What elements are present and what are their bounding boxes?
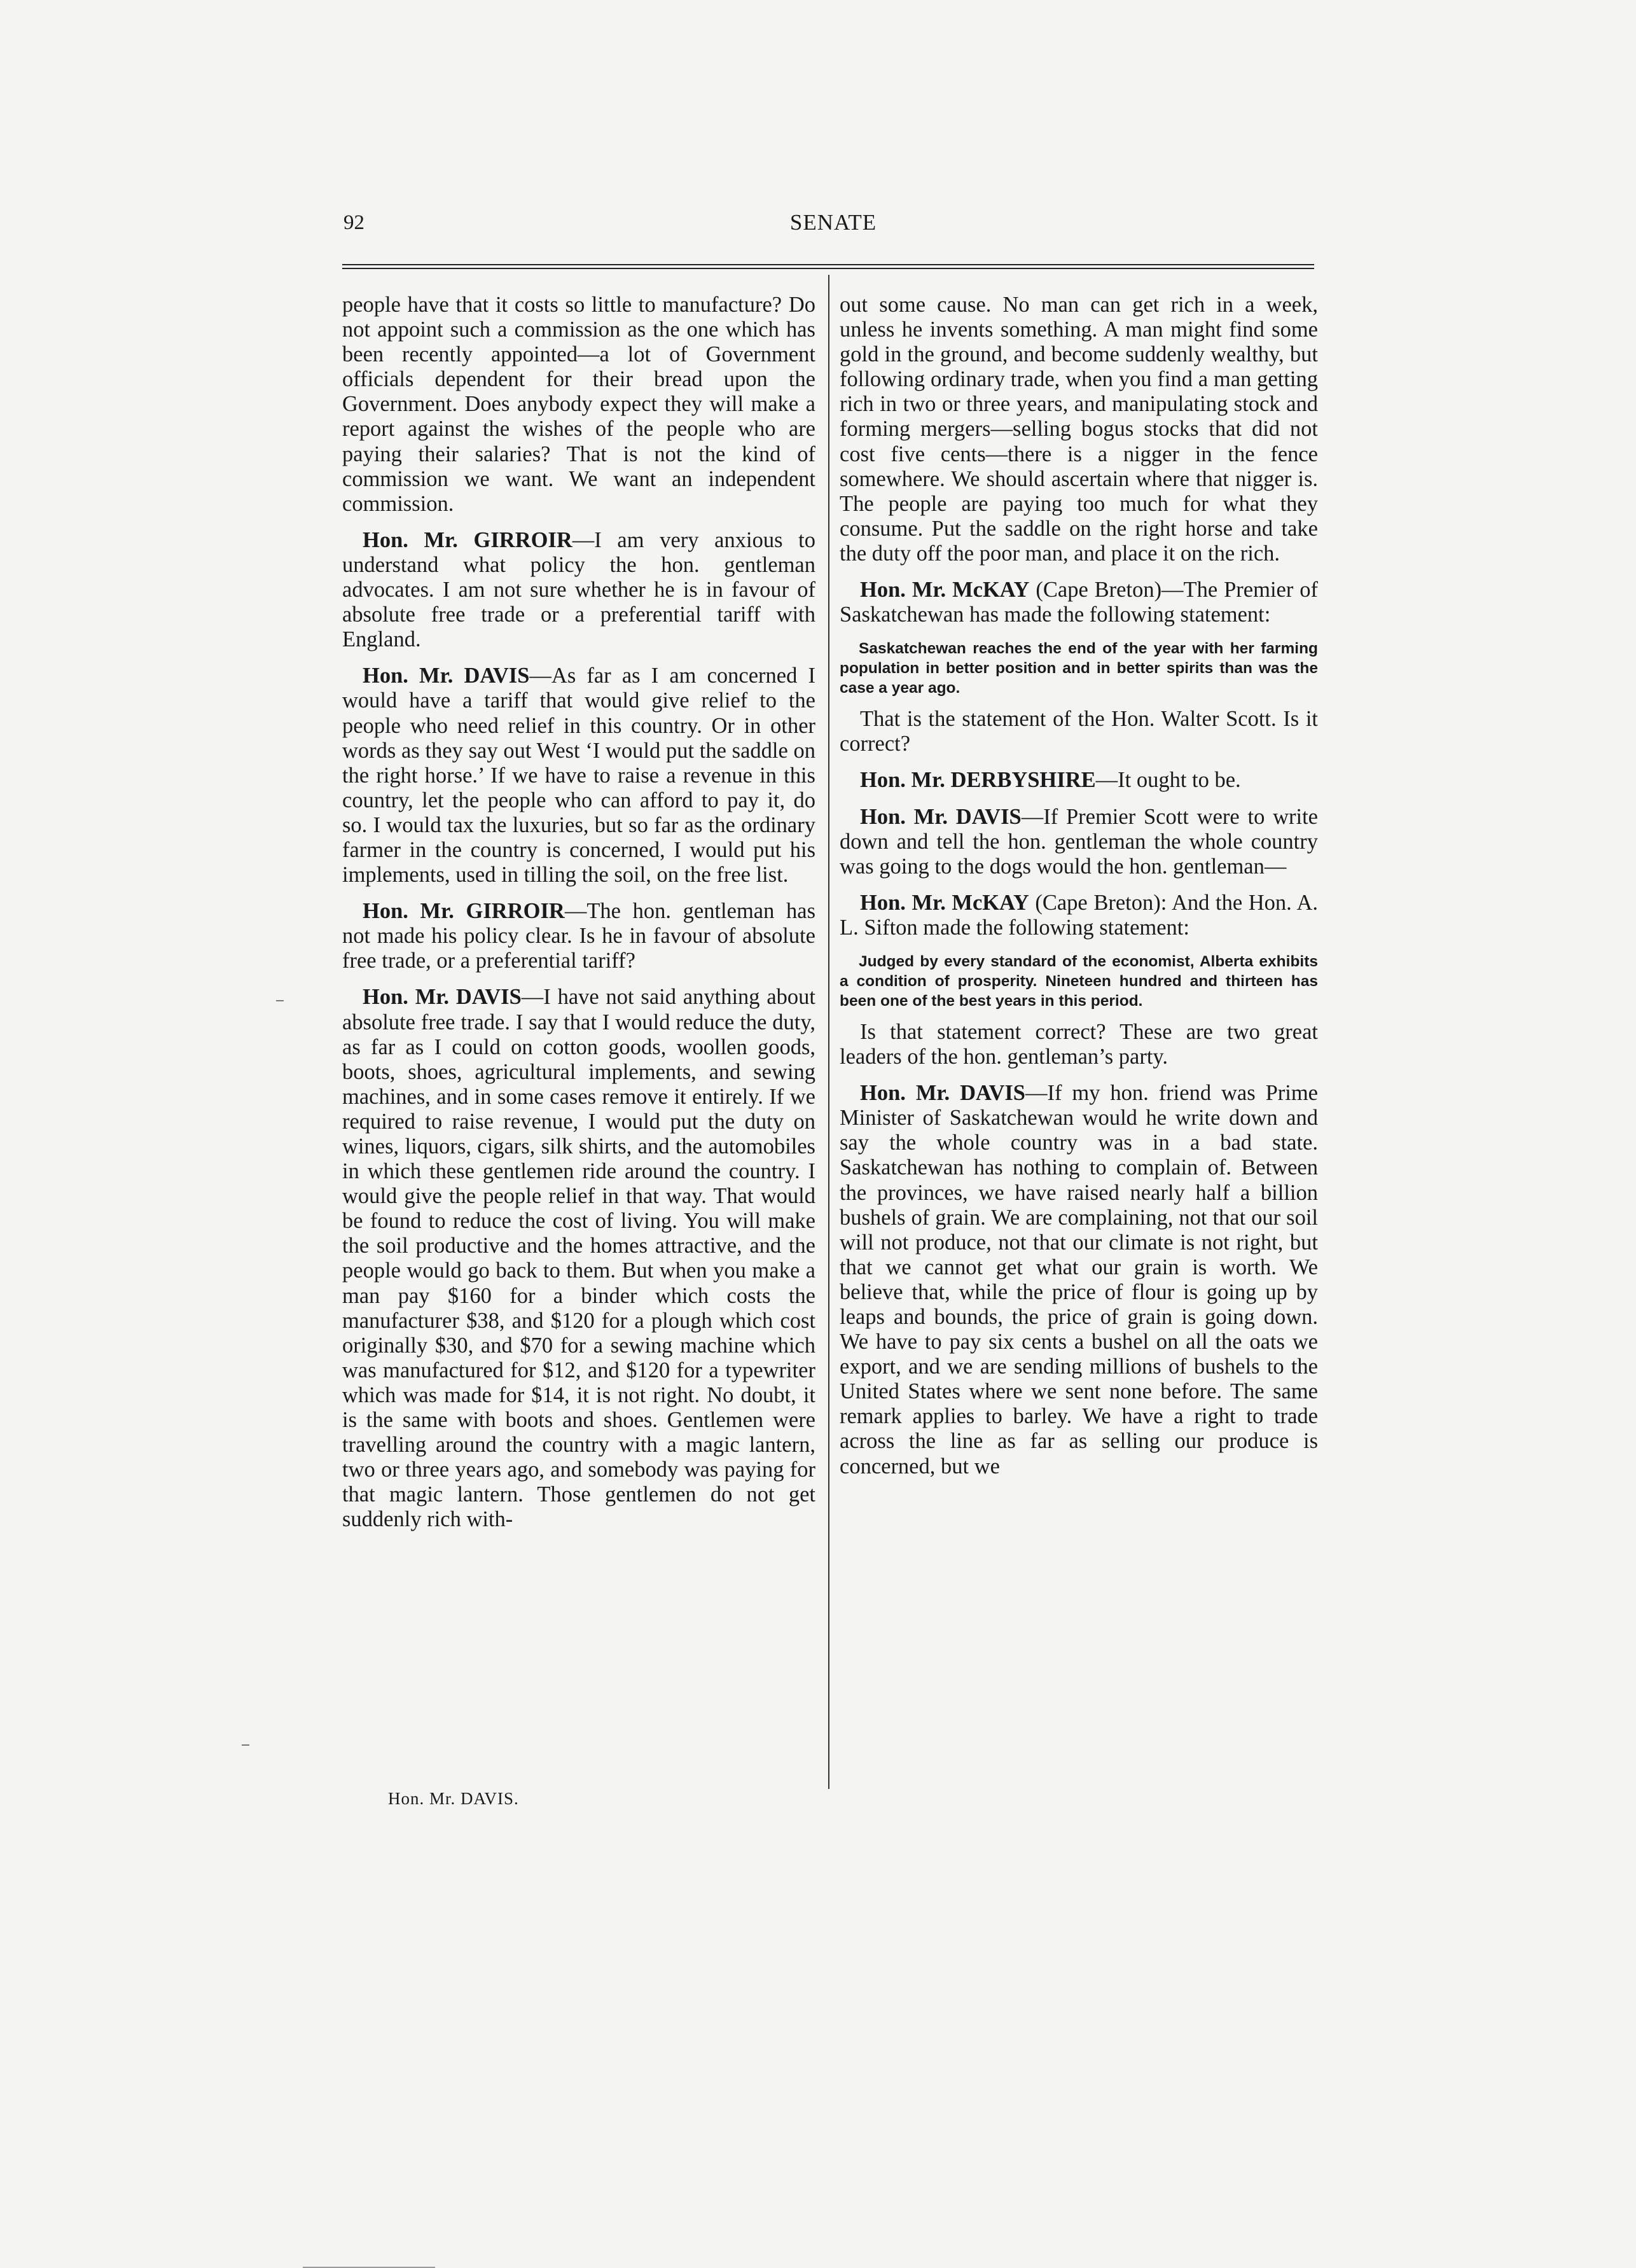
right-paragraph: Is that statement correct? These are two great leaders of the hon. gentleman’s party. xyxy=(840,1019,1318,1069)
column-divider xyxy=(828,275,829,1789)
left-paragraph: Hon. Mr. GIRROIR—The hon. gentleman has not made his policy clear. Is he in favour of absolute free trade, or a preferential tariff? xyxy=(342,899,816,973)
left-column xyxy=(342,293,815,1544)
right-paragraph: out some cause. No man can get rich in a week, unless he invents something. A man might find some gold in the ground, and become suddenly wealthy, but following ordinary trade, when you find a man getting rich in two or three years, and manipulating stock and forming mergers—selling bogus stocks that did not cost five cents—there is a nigger in the fence somewhere. We should ascertain where that nigger is. The people are paying too much for what they consume. Put the saddle on the right horse and take the duty off the poor man, and place it on the rich. xyxy=(840,293,1318,566)
running-head: SENATE xyxy=(789,210,877,235)
right-paragraph: Hon. Mr. DAVIS—If Premier Scott were to write down and tell the hon. gentleman the whole country was going to the dogs would the hon. gentleman— xyxy=(840,804,1318,879)
left-paragraph: Hon. Mr. DAVIS—As far as I am concerned I would have a tariff that would give relief to the people who need relief in this country. Or in other words as they say out West ‘I would put the saddle on the right horse.’ If we have to raise a revenue in this country, let the people who can afford to pay it, do so. I would tax the luxuries, but so far as the ordinary farmer in the country is concerned, I would put his implements, used in tilling the soil, on the free list. xyxy=(342,664,815,887)
right-paragraph: Hon. Mr. McKAY (Cape Breton)—The Premier of Saskatchewan has made the following statement: xyxy=(840,578,1318,627)
right-paragraph: Hon. Mr. DERBYSHIRE—It ought to be. xyxy=(860,768,1241,793)
speaker-name: Hon. Mr. GIRROIR xyxy=(363,899,565,924)
left-paragraph: Hon. Mr. GIRROIR—I am very anxious to understand what policy the hon. gentleman advocates. I am not sure whether he is in favour of absolute free trade or a preferential tariff with England. xyxy=(342,527,815,652)
speaker-name: Hon. Mr. McKAY xyxy=(860,578,1030,602)
left-paragraph: people have that it costs so little to manufacture? Do not appoint such a commission as the one which has been recently appointed—a lot of Government officials dependent for their bread upon the Government. Does anybody expect they will make a report against the wishes of the people who are paying their salaries? That is not the kind of commission we want. We want an independent commission. xyxy=(342,293,815,516)
right-paragraph: Hon. Mr. McKAY (Cape Breton): And the Hon. A. L. Sifton made the following statement: xyxy=(840,890,1318,940)
speaker-name: Hon. Mr. DAVIS xyxy=(363,664,530,688)
page-number: 92 xyxy=(343,211,364,234)
right-paragraph: Hon. Mr. DAVIS—If my hon. friend was Prime Minister of Saskatchewan would he write down and say the whole country was in a bad state. Saskatchewan has nothing to complain of. Between the provinces, we have raised nearly half a billion bushels of grain. We are complaining, not that our soil will not produce, not that our climate is not right, but that we cannot get what our grain is worth. We believe that, while the price of flour is going up by leaps and bounds, the price of grain is going down. We have to pay six cents a bushel on all the oats we export, and we are sending millions of bushels to the United States where we sent none before. The same remark applies to barley. We have a right to trade across the line as far as selling our produce is concerned, but we xyxy=(840,1081,1318,1478)
speaker-name: Hon. Mr. GIRROIR xyxy=(363,527,572,552)
speaker-name: Hon. Mr. DAVIS xyxy=(860,804,1022,829)
speaker-name: Hon. Mr. DAVIS xyxy=(860,1081,1025,1106)
running-foot: Hon. Mr. DAVIS. xyxy=(388,1789,519,1808)
speaker-name: Hon. Mr. DERBYSHIRE xyxy=(860,768,1096,793)
block-quote: Judged by every standard of the economist, Alberta exhibits a condition of prosperity. Nineteen hundred and thirteen has been one of the best years in this period. xyxy=(840,952,1318,1010)
right-paragraph: That is the statement of the Hon. Walter Scott. Is it correct? xyxy=(840,707,1318,756)
speaker-name: Hon. Mr. DAVIS xyxy=(363,985,522,1010)
block-quote: Saskatchewan reaches the end of the year with her farming population in better position and in better spirits than was the case a year ago. xyxy=(840,640,1318,697)
scan-speck xyxy=(276,1000,284,1001)
scan-speck xyxy=(242,1744,249,1746)
right-column xyxy=(840,293,1318,1491)
left-paragraph: Hon. Mr. DAVIS—I have not said anything about absolute free trade. I say that I would reduce the duty, as far as I could on cotton goods, woollen goods, boots, shoes, agricultural implements, and sewing machines, and in some cases remove it entirely. If we required to raise revenue, I would put the duty on wines, liquors, cigars, silk shirts, and the automobiles in which these gentlemen ride around the country. I would give the people relief in that way. That would be found to reduce the cost of living. You will make the soil productive and the homes attractive, and the people would go back to them. But when you make a man pay $160 for a binder which costs the manufacturer $38, and $120 for a plough which cost originally $30, and $70 for a sewing machine which was manufactured for $12, and $120 for a typewriter which was made for $14, it is not right. No doubt, it is the same with boots and shoes. Gentlemen were travelling around the country with a magic lantern, two or three years ago, and somebody was paying for that magic lantern. Those gentlemen do not get suddenly rich with- xyxy=(342,985,815,1532)
header-double-rule xyxy=(342,264,1314,269)
speaker-name: Hon. Mr. McKAY xyxy=(860,890,1029,915)
